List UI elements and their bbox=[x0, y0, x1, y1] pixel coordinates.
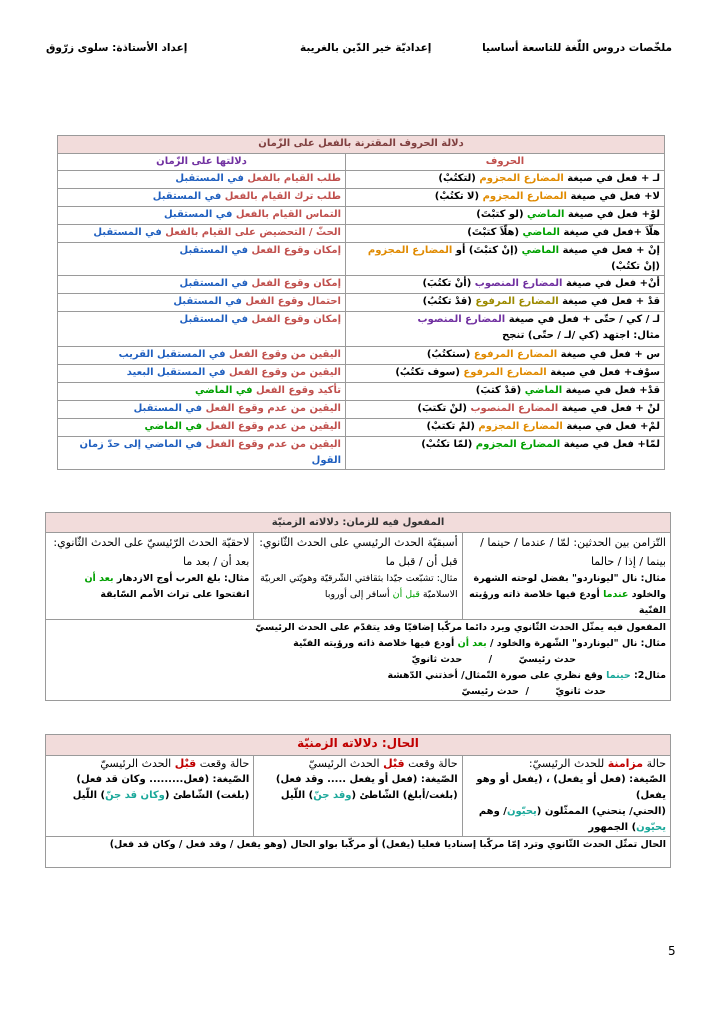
particle-text: أنْ+ فعل في صيغة bbox=[562, 278, 660, 289]
heading-part: حالة bbox=[643, 757, 666, 770]
table-row bbox=[58, 276, 665, 294]
example-part: ) اللّيل bbox=[72, 790, 106, 801]
header-course-title: ملخّصات دروس اللّغة للتاسعة أساسيا bbox=[482, 42, 672, 54]
cell-heading: التّزامن بين الحدثين: لمّا / عندما / حينما / بينما / إذا / حالما bbox=[480, 536, 666, 568]
adverb-table bbox=[45, 512, 671, 701]
meaning-text: إمكان وقوع الفعل bbox=[248, 278, 341, 289]
example-1 bbox=[50, 636, 666, 652]
keyword: قبْل bbox=[174, 757, 197, 770]
particle-text: لنْ + فعل في صيغة bbox=[558, 403, 660, 414]
keyword: يحيّون bbox=[506, 806, 537, 817]
form-name: الماضي bbox=[522, 227, 560, 238]
form-name: المضارع المجزوم bbox=[478, 421, 563, 432]
time-text: في المستقبل bbox=[93, 227, 162, 238]
example-text: (هلّاَ كتبْتَ) bbox=[467, 227, 523, 238]
cell-heading: أسبقيّة الحدث الرئيسي على الحدث الثّانوي: قبل أن / قبل ما bbox=[259, 536, 458, 568]
keyword: قبْل bbox=[383, 757, 405, 770]
posteriority-cell bbox=[46, 533, 254, 620]
form-text: الصّيغة: (فعل أو يفعل) ، (يفعل أو وهو يفعل) bbox=[476, 774, 666, 801]
example-text: (لا تكتُبْ) bbox=[434, 191, 483, 202]
adverb-note-cell bbox=[46, 620, 671, 701]
example-text: (أنْ تكتُبَ) bbox=[422, 278, 475, 289]
cell-example bbox=[258, 571, 457, 603]
form-name: الماضي bbox=[527, 209, 565, 220]
meaning-text: طلب القيام بالفعل bbox=[243, 173, 341, 184]
table-row bbox=[58, 347, 665, 365]
heading-part: للحدث الرئيسيّ: bbox=[528, 757, 608, 770]
time-text: في المستقبل bbox=[163, 209, 233, 220]
particle-text: إنْ + فعل في صيغة bbox=[559, 245, 660, 256]
example-text: (ستكتُبُ) bbox=[426, 349, 474, 360]
time-text: في الماضي إلى حدّ زمان القول bbox=[79, 439, 341, 466]
keyword: وقد جنّ bbox=[313, 790, 352, 801]
time-text: في المستقبل bbox=[179, 245, 249, 256]
keyword: مزامنة bbox=[607, 757, 644, 770]
meaning-text: اليقين من عدم وقوع الفعل bbox=[202, 421, 341, 432]
time-text: في المستقبل البعيد bbox=[126, 367, 226, 378]
meaning-text: إمكان وقوع الفعل bbox=[248, 245, 341, 256]
meaning-text: اليقين من وقوع الفعل bbox=[225, 367, 341, 378]
form-name: المضارع المنصوب bbox=[470, 403, 559, 414]
particle-text: لوْ+ فعل في صيغة bbox=[564, 209, 660, 220]
table-row bbox=[58, 437, 665, 470]
column-header-particles: الحروف bbox=[346, 154, 665, 171]
particle-text: لـ / كي / حتّى + فعل في صيغة bbox=[505, 314, 660, 325]
example-text: (لمّا تكتُبْ) bbox=[421, 439, 476, 450]
time-text: في المستقبل bbox=[173, 296, 242, 307]
table-row bbox=[58, 207, 665, 225]
cell-example bbox=[467, 571, 666, 619]
time-text: في الماضي bbox=[194, 385, 253, 396]
example-part: ) الجمهور bbox=[588, 822, 637, 833]
meaning-text: التماس القيام بالفعل bbox=[232, 209, 341, 220]
page-number: 5 bbox=[668, 944, 676, 958]
particle-text: سوْف+ فعل في صيغة bbox=[546, 367, 660, 378]
form-name: المضارع المرفوع bbox=[473, 349, 558, 360]
table-row bbox=[58, 225, 665, 243]
meaning-text: اليقين من وقوع الفعل bbox=[225, 349, 341, 360]
example-part: (الحني/ ينحني) الممثّلون ( bbox=[536, 806, 666, 817]
example-part: مثال: نال "ليوناردو" بفضل لوحته الشهرة والخلود bbox=[473, 573, 666, 600]
keyword: وكان قد جنّ bbox=[105, 790, 165, 801]
particle-text: هلّاَ +فعل في صيغة bbox=[559, 227, 660, 238]
example-part: أودع فيها خلاصة ذاته ورؤيته الفنّية bbox=[469, 589, 666, 616]
form-name: المضارع المرفوع bbox=[475, 296, 559, 307]
time-text: في المستقبل bbox=[175, 173, 244, 184]
example-part: أسافر إلى أوروبا bbox=[324, 589, 393, 600]
table-row bbox=[58, 401, 665, 419]
time-text: في المستقبل bbox=[152, 191, 222, 202]
example-2 bbox=[50, 668, 666, 684]
cell-example bbox=[50, 571, 249, 603]
table-row bbox=[58, 312, 665, 347]
form-text: الصّيغة: (فعل أو يفعل ..... وقد فعل) bbox=[275, 774, 458, 785]
example-text: (قدْ كتبَ) bbox=[475, 385, 525, 396]
time-text: في المستقبل bbox=[133, 403, 203, 414]
form-name: المضارع المرفوع bbox=[463, 367, 547, 378]
form-name: الماضي bbox=[521, 245, 559, 256]
header-school: إعداديّة خير الدّين بالغريبة bbox=[300, 42, 432, 54]
example-text: (إنْ كتبْتَ) أو bbox=[452, 245, 522, 256]
example-text: (لنْ تكتبَ) bbox=[417, 403, 471, 414]
precedence-cell bbox=[254, 533, 462, 620]
particle-text: س + فعل في صيغة bbox=[557, 349, 660, 360]
example-part: مثال: نال "ليوناردو" الشّهرة والخلود / bbox=[486, 638, 666, 649]
example-text: (قدْ تكتُبُ) bbox=[422, 296, 476, 307]
example-part: مثال: بلغ العرب أوج الازدهار bbox=[113, 573, 250, 584]
keyword: قبل أن bbox=[392, 589, 420, 600]
example-text: مثال: اجتهد (كي /لـ / حتّى) تنجح bbox=[502, 330, 660, 341]
hal-table-title: الحال: دلالاته الزمنيّة bbox=[46, 735, 671, 756]
heading-part: الحدث الرئيسيّ bbox=[100, 757, 175, 770]
time-text: في المستقبل bbox=[179, 278, 249, 289]
particle-text: لمْ+ فعل في صيغة bbox=[562, 421, 660, 432]
meaning-text: إمكان وقوع الفعل bbox=[248, 314, 341, 325]
time-text: في المستقبل bbox=[179, 314, 249, 325]
header-teacher: إعداد الأستاذة: سلوى زرّوق bbox=[46, 42, 188, 54]
heading-part: حالة وقعت bbox=[196, 757, 250, 770]
particle-text: لـ + فعل في صيغة bbox=[563, 173, 660, 184]
before-cell-1 bbox=[254, 756, 462, 837]
meaning-text: اليقين من عدم وقوع الفعل bbox=[202, 403, 341, 414]
simultaneity-cell bbox=[462, 533, 670, 620]
adverb-table-title: المفعول فيه للزمان: دلالاته الزمنيّة bbox=[46, 513, 671, 533]
example-2-labels: حدث ثانويّ / حدث رئيسيّ bbox=[461, 686, 606, 697]
particle-text: قدْ+ فعل في صيغة bbox=[562, 385, 660, 396]
form-name: المضارع المجزوم bbox=[482, 191, 567, 202]
table-row bbox=[58, 419, 665, 437]
example-text: (لمْ تكتبْ) bbox=[426, 421, 479, 432]
example-1-labels: حدث رئيسيّ / حدث ثانويّ bbox=[411, 654, 576, 665]
heading-part: الحدث الرئيسيّ bbox=[308, 757, 384, 770]
form-name: المضارع المجزوم bbox=[475, 439, 561, 450]
meaning-text: طلب ترك القيام بالفعل bbox=[221, 191, 341, 202]
form-name: الماضي bbox=[524, 385, 563, 396]
example-part: / وهم bbox=[478, 806, 507, 817]
time-text: في الماضي bbox=[144, 421, 203, 432]
table-row bbox=[58, 365, 665, 383]
particle-text: لا+ فعل في صيغة bbox=[567, 191, 660, 202]
meaning-text: تأكيد وقوع الفعل bbox=[252, 385, 341, 396]
example-text: (لتكتُبْ) bbox=[438, 173, 480, 184]
table-row bbox=[58, 294, 665, 312]
keyword: بعد أن bbox=[457, 638, 487, 649]
example-text-2: (إنْ تكتُبْ) bbox=[611, 261, 660, 272]
particles-table-title: دلالة الحروف المقترنة بالفعل على الزّمان bbox=[58, 136, 665, 154]
example-part: انفتحوا على تراث الأمم السّابقة bbox=[100, 589, 250, 600]
before-cell-2 bbox=[46, 756, 254, 837]
keyword: حينما bbox=[606, 670, 631, 681]
example-part: مثال: تشبّعت جيّدا بثقافتي الشّرقيّة وهويّتي العربيّة الاسلاميّة bbox=[260, 573, 458, 600]
keyword: بعد أن bbox=[84, 573, 114, 584]
form-name-2: المضارع المجزوم bbox=[367, 245, 453, 256]
example-part: (بلغت/أبلغ) الشّاطئ ( bbox=[351, 790, 458, 801]
form-text: الصّيغة: (فعل......... وكان قد فعل) bbox=[76, 774, 250, 785]
cell-heading: لاحقيّة الحدث الرّئيسيّ على الحدث الثّانوي: بعد أن / بعد ما bbox=[53, 536, 250, 568]
table-row bbox=[58, 171, 665, 189]
note-text: المفعول فيه يمثّل الحدث الثّانوي ويرد دائما مركّبا إضافيّا وقد يتقدّم على الحدث الرئيسيّ bbox=[255, 622, 666, 633]
simultaneous-cell bbox=[462, 756, 670, 837]
keyword: عندما bbox=[603, 589, 629, 600]
particle-text: قدْ + فعل في صيغة bbox=[558, 296, 660, 307]
meaning-text: احتمال وقوع الفعل bbox=[241, 296, 341, 307]
meaning-text: الحثّ / التحضيض على القيام بالفعل bbox=[161, 227, 341, 238]
form-name: المضارع المجزوم bbox=[479, 173, 564, 184]
particle-text: لمّا+ فعل في صيغة bbox=[560, 439, 660, 450]
example-part: وقع نظري على صورة التّمثال/ أخذتني الدّهشة bbox=[387, 670, 607, 681]
page-header bbox=[0, 42, 720, 58]
column-header-meaning: دلالتها على الزّمان bbox=[58, 154, 346, 171]
table-row bbox=[58, 243, 665, 276]
example-part: ) اللّيل bbox=[280, 790, 314, 801]
table-row bbox=[58, 383, 665, 401]
example-part: أودع فيها خلاصة ذاته ورؤيته الفنّية bbox=[293, 638, 458, 649]
keyword: يحيّون bbox=[636, 822, 666, 833]
heading-part: حالة وقعت bbox=[404, 757, 458, 770]
hal-table bbox=[45, 734, 671, 868]
hal-note-cell: الحال تمثّل الحدث الثّانوي وترد إمّا مركّبا إسناديا فعليا (يفعل) أو مركّبا بواو الحال (وهو يفعل / وقد فعل / وكان قد فعل) bbox=[46, 837, 671, 868]
table-row bbox=[58, 189, 665, 207]
time-text: في المستقبل القريب bbox=[118, 349, 226, 360]
form-name: المضارع المنصوب bbox=[474, 278, 563, 289]
example-text: (لو كتبْتَ) bbox=[476, 209, 527, 220]
meaning-text: اليقين من عدم وقوع الفعل bbox=[202, 439, 341, 450]
example-text: (سوف تكتُبُ) bbox=[395, 367, 464, 378]
example-part: مثال2: bbox=[630, 670, 666, 681]
particles-table bbox=[57, 135, 665, 470]
example-part: (بلغت) الشّاطئ ( bbox=[164, 790, 250, 801]
form-name: المضارع المنصوب bbox=[417, 314, 506, 325]
